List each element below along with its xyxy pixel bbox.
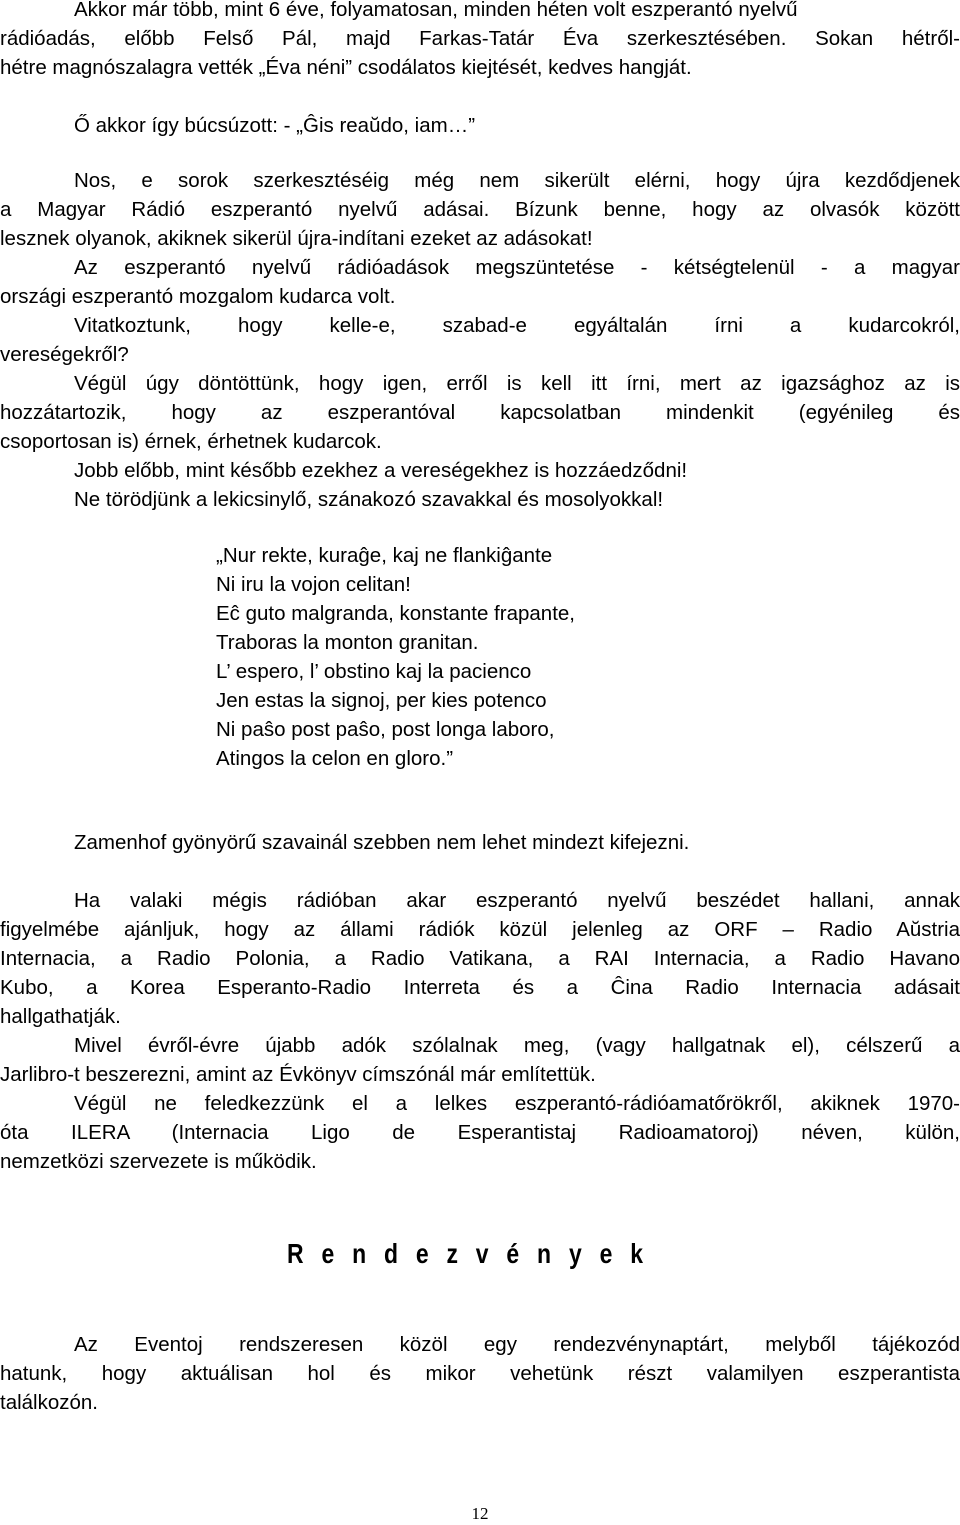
paragraph-radio-cessation [0,166,960,514]
text-line: a Magyar Rádió eszperantó nyelvű adásai. Bízunk benne, hogy az olvasók között [0,198,960,221]
zamenhof-comment [0,828,960,857]
text-line: Akkor már több, mint 6 éve, folyamatosan, minden héten volt eszperantó nyelvű [74,0,798,21]
text-line: óta ILERA (Internacia Ligo de Esperantistaj Radioamatoroj) néven, külön, [0,1121,960,1144]
text-line: Ő akkor így búcsúzott: - „Ĝis reaŭdo, iam…” [74,114,476,137]
text-line: Ne törödjünk a lekicsinylő, szánakozó szavakkal és mosolyokkal! [74,488,664,511]
text-line: országi eszperantó mozgalom kudarca volt. [0,285,396,308]
text-line: Kubo, a Korea Esperanto-Radio Interreta és a Ĉina Radio Internacia adásait [0,976,960,999]
poem-line: L’ espero, l’ obstino kaj la pacienco [216,660,532,683]
text-line: hallgathatják. [0,1005,121,1028]
zamenhof-poem [216,541,575,773]
text-line: figyelmébe ajánljuk, hogy az állami rádiók közül jelenleg az ORF – Radio Aŭstria [0,918,960,941]
text-line: Jarlibro-t beszerezni, amint az Évkönyv címszónál már említettük. [0,1063,596,1086]
text-line: találkozón. [0,1391,99,1414]
text-line: Az eszperantó nyelvű rádióadások megszüntetése - kétségtelenül - a magyar [74,256,960,279]
text-line: Nos, e sorok szerkesztéséig még nem sikerült elérni, hogy újra kezdődjenek [74,169,960,192]
paragraph-radio-history [0,0,960,82]
poem-line: Jen estas la signoj, per kies potenco [216,689,547,712]
text-line: csoportosan is) érnek, érhetnek kudarcok. [0,430,382,453]
poem-line: Ni paŝo post paŝo, post longa laboro, [216,718,555,741]
text-line: nemzetközi szervezete is működik. [0,1150,317,1173]
text-line: Az Eventoj rendszeresen közöl egy rendezvénynaptárt, melyből tájékozód [74,1333,960,1356]
paragraph-events [0,1330,960,1417]
text-line: Zamenhof gyönyörű szavainál szebben nem lehet mindezt kifejezni. [74,831,690,854]
poem-line: „Nur rekte, kuraĝe, kaj ne flankiĝante [216,544,553,567]
text-line: Végül úgy döntöttünk, hogy igen, erről is kell itt írni, mert az igazsághoz az is [74,372,960,395]
text-line: hatunk, hogy aktuálisan hol és mikor vehetünk részt valamilyen eszperantista [0,1362,960,1385]
poem-line: Eĉ guto malgranda, konstante frapante, [216,602,575,625]
paragraph-radio-stations [0,886,960,1176]
text-line: Internacia, a Radio Polonia, a Radio Vatikana, a RAI Internacia, a Radio Havano [0,947,960,970]
poem-line: Ni iru la vojon celitan! [216,573,411,596]
poem-line: Atingos la celon en gloro.” [216,747,454,770]
text-line: hétre magnószalagra vették „Éva néni” csodálatos kiejtését, kedves hangját. [0,56,692,79]
text-line: Mivel évről-évre újabb adók szólalnak meg, (vagy hallgatnak el), célszerű a [74,1034,960,1057]
text-line: Végül ne feledkezzünk el a lelkes eszperantó-rádióamatőrökről, akiknek 1970- [74,1092,960,1115]
farewell-quote [0,111,960,140]
poem-line: Traboras la monton granitan. [216,631,479,654]
text-line: Ha valaki mégis rádióban akar eszperantó nyelvű beszédet hallani, annak [74,889,960,912]
text-line: rádióadás, előbb Felső Pál, majd Farkas-Tatár Éva szerkesztésében. Sokan hétről- [0,27,960,50]
section-heading: R e n d e z v é n y e k [287,1238,649,1269]
text-line: Jobb előbb, mint később ezekhez a vereségekhez is hozzáedződni! [74,459,688,482]
text-line: lesznek olyanok, akiknek sikerül újra-indítani ezeket az adásokat! [0,227,593,250]
text-line: hozzátartozik, hogy az eszperantóval kapcsolatban mindenkit (egyénileg és [0,401,960,424]
text-line: Vitatkoztunk, hogy kelle-e, szabad-e egyáltalán írni a kudarcokról, [74,314,960,337]
page-number: 12 [471,1504,489,1523]
text-line: vereségekről? [0,343,129,366]
